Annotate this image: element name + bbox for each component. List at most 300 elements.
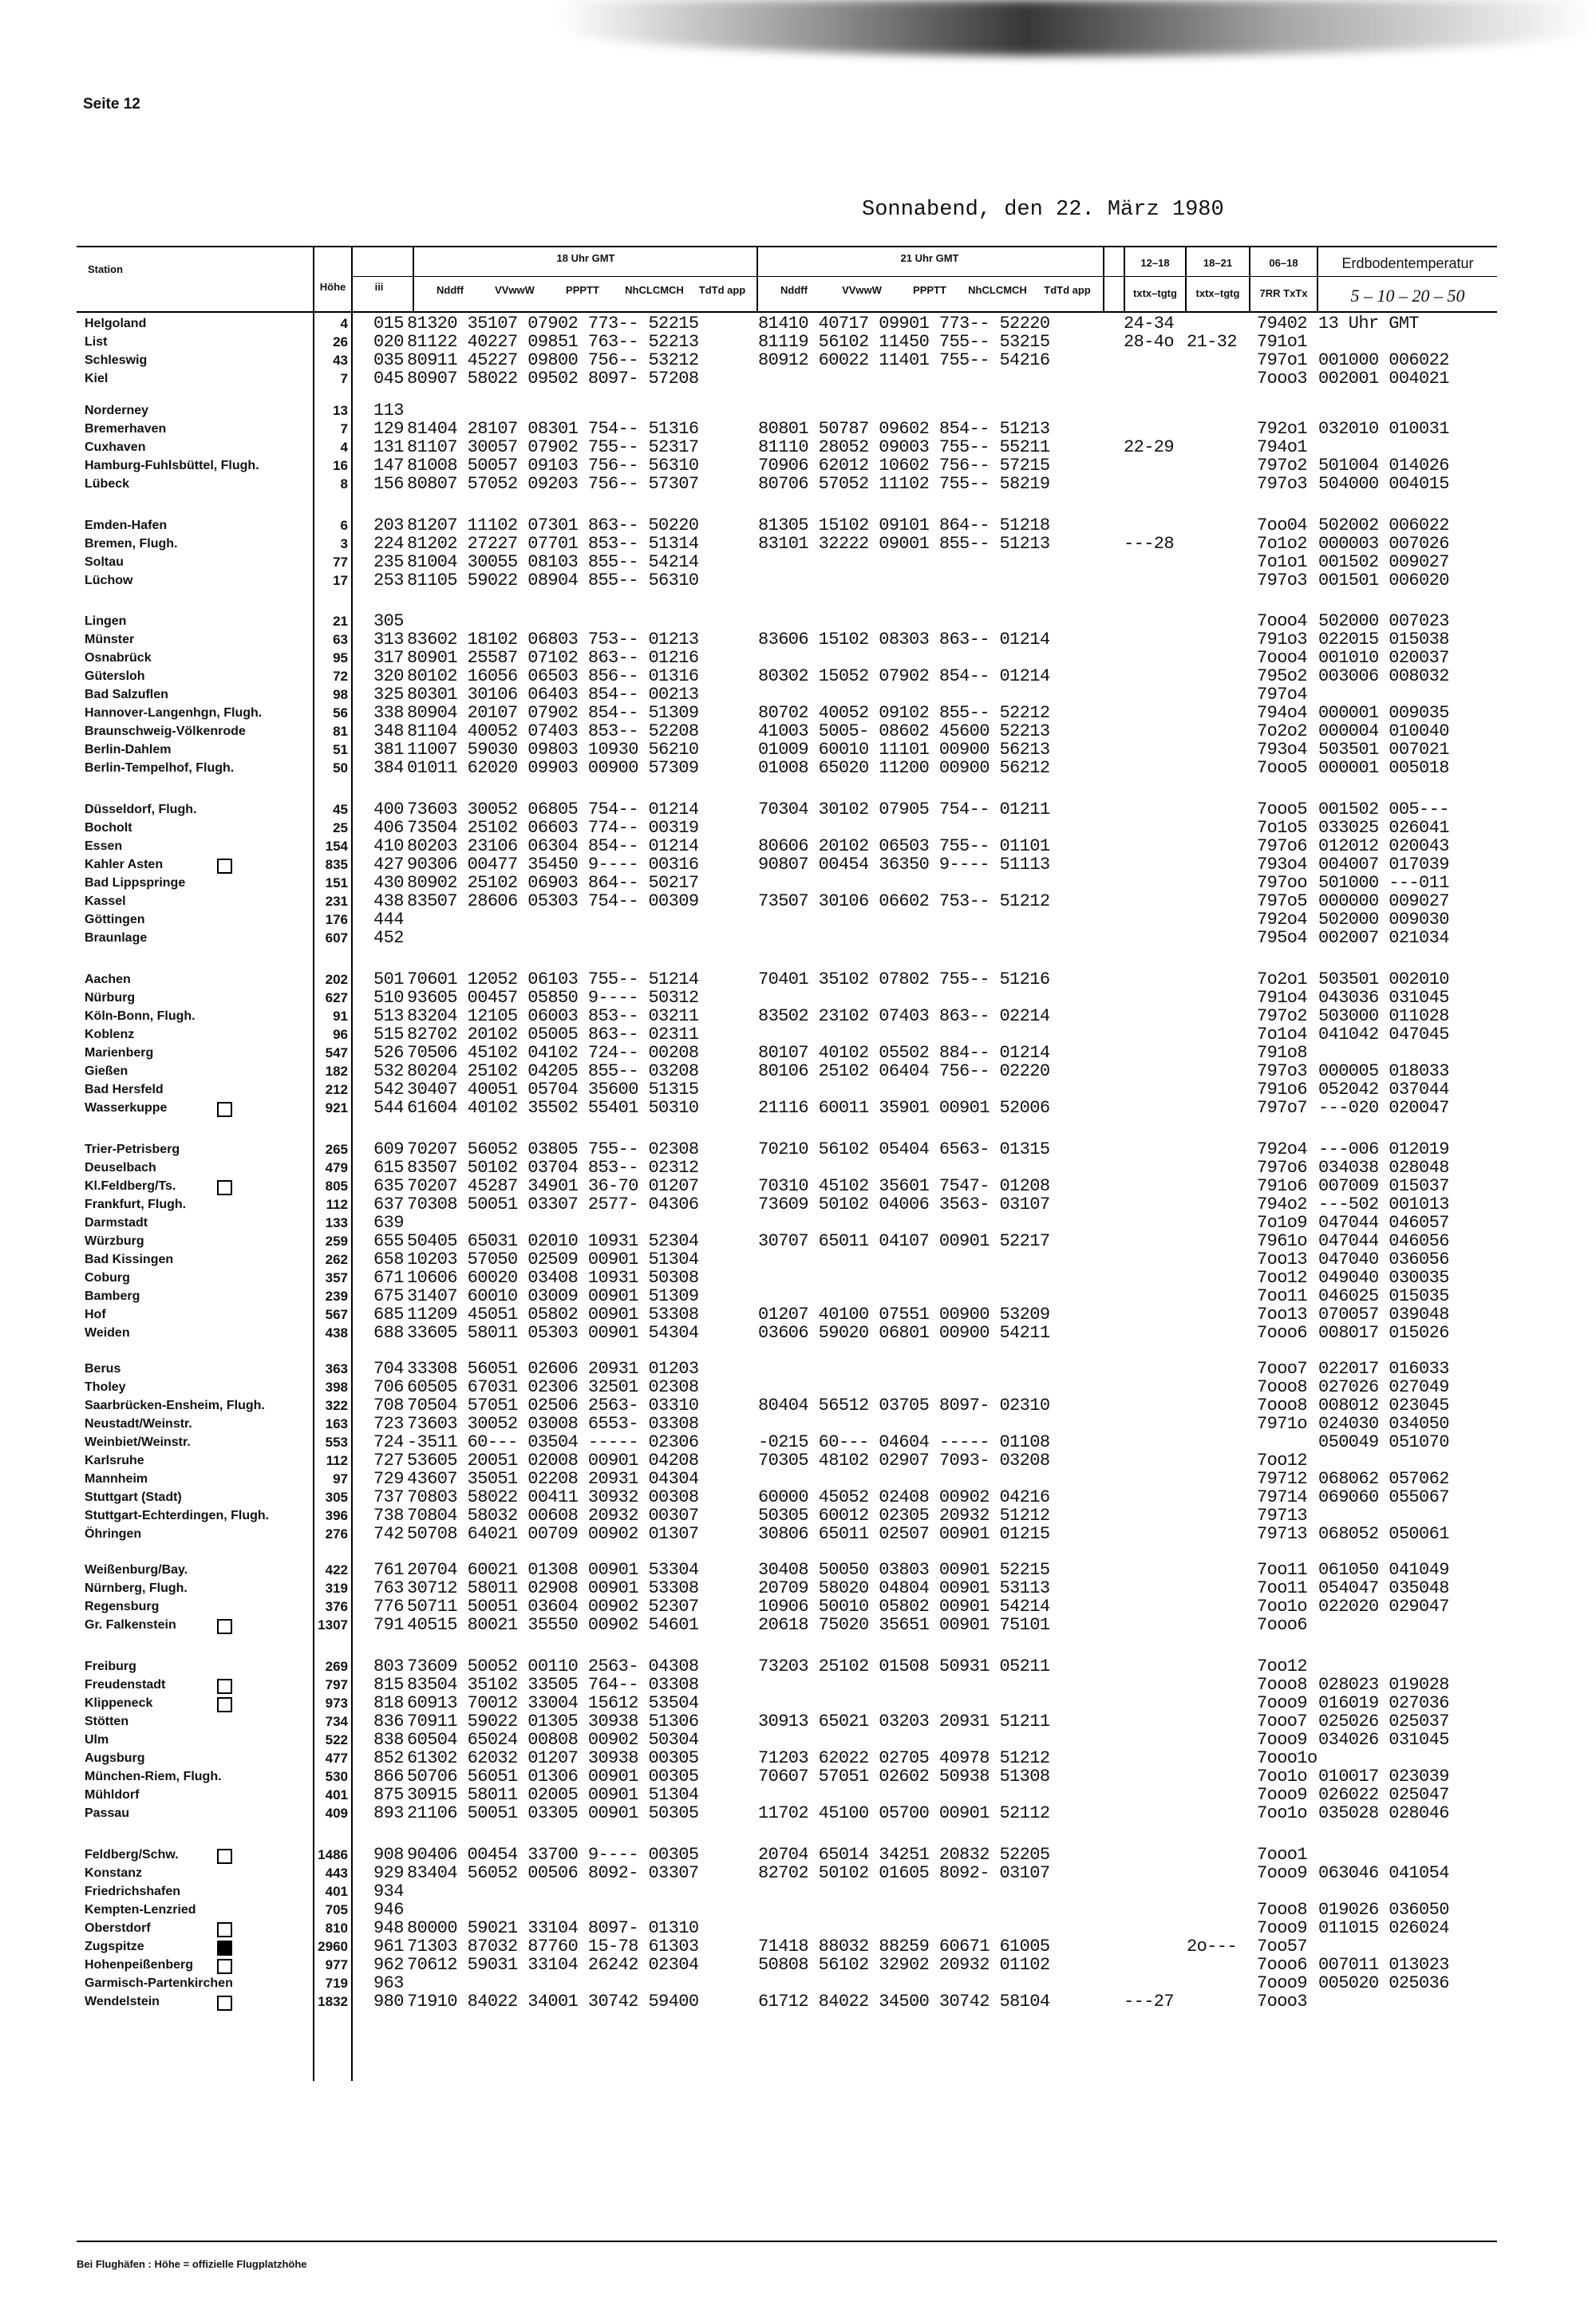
precip-06-18: 7ooo9 [1257, 1863, 1308, 1883]
station-height: 547 [325, 1045, 348, 1060]
station-index: 113 [373, 401, 404, 421]
table-row [0, 1397, 1596, 1415]
obs-18-gmt: 80902 25102 06903 864-- 50217 [407, 873, 699, 893]
obs-21-gmt: 50808 56102 32902 20932 01102 [758, 1955, 1050, 1975]
obs-18-gmt: 70911 59022 01305 30938 51306 [407, 1712, 699, 1731]
station-index: 706 [373, 1377, 404, 1397]
soil-temp: 049040 030035 [1318, 1268, 1449, 1288]
sub-18-21: txtx–tgtg [1195, 287, 1240, 299]
obs-21-gmt: 80404 56512 03705 8097- 02310 [758, 1396, 1050, 1416]
obs-18-gmt: 70504 57051 02506 2563- 03310 [407, 1396, 699, 1416]
station-name: Bad Hersfeld [85, 1083, 164, 1096]
obs-21-gmt: 50305 60012 02305 20932 51212 [758, 1506, 1050, 1526]
obs-21-gmt: 80106 25102 06404 756-- 02220 [758, 1061, 1050, 1081]
station-height: 797 [325, 1677, 348, 1692]
sub18-nddff: Nddff [437, 284, 464, 296]
station-index: 406 [373, 818, 404, 838]
station-height: 63 [333, 632, 348, 647]
station-name: Gießen [85, 1064, 128, 1078]
station-height: 1832 [318, 1994, 348, 2009]
station-height: 112 [326, 1453, 348, 1468]
station-height: 7 [340, 421, 348, 436]
open-square-icon [217, 1959, 232, 1974]
station-height: 259 [325, 1234, 348, 1249]
station-index: 658 [373, 1250, 404, 1269]
station-height: 202 [325, 972, 348, 987]
soil-temp: 043036 031045 [1318, 988, 1449, 1008]
precip-06-18: 794o1 [1257, 437, 1308, 457]
station-name: Weinbiet/Weinstr. [85, 1435, 191, 1449]
precip-06-18: 7o1o1 [1257, 552, 1308, 572]
table-row [0, 875, 1596, 892]
table-row [0, 1676, 1596, 1694]
precip-06-18: 79402 [1257, 314, 1308, 334]
soil-temp: 000004 010040 [1318, 721, 1449, 741]
obs-18-gmt: 70803 58022 00411 30932 00308 [407, 1487, 699, 1507]
table-row [0, 554, 1596, 571]
soil-temp: 502000 007023 [1318, 611, 1449, 631]
station-height: 151 [325, 875, 348, 890]
table-row [0, 1269, 1596, 1287]
station-index: 615 [373, 1158, 404, 1178]
station-index: 836 [373, 1712, 404, 1731]
obs-18-gmt: 80904 20107 07902 854-- 51309 [407, 703, 699, 723]
station-height: 13 [333, 403, 348, 418]
obs-18-gmt: 70601 12052 06103 755-- 51214 [407, 969, 699, 989]
soil-temp: 068062 057062 [1318, 1469, 1449, 1489]
soil-temp: 047044 046057 [1318, 1213, 1449, 1233]
obs-21-gmt: 30913 65021 03203 20931 51211 [758, 1712, 1050, 1731]
station-height: 265 [325, 1142, 348, 1157]
station-index: 761 [373, 1560, 404, 1580]
station-height: 51 [333, 742, 348, 757]
open-square-icon [217, 1679, 232, 1694]
station-height: 477 [325, 1751, 348, 1766]
soil-temp: 033025 026041 [1318, 818, 1449, 838]
table-row [0, 1658, 1596, 1676]
precip-06-18: 7ooo8 [1257, 1396, 1308, 1416]
precip-06-18: 791o4 [1257, 988, 1308, 1008]
station-height: 239 [325, 1289, 348, 1304]
station-name: Marienberg [85, 1046, 154, 1060]
obs-21-gmt: 70304 30102 07905 754-- 01211 [758, 800, 1050, 819]
station-index: 838 [373, 1730, 404, 1750]
obs-18-gmt: 80204 25102 04205 855-- 03208 [407, 1061, 699, 1081]
open-square-icon [217, 1180, 232, 1195]
station-name: Lübeck [85, 477, 130, 491]
station-name: Mühldorf [85, 1788, 140, 1802]
precip-06-18: 7ooo8 [1257, 1675, 1308, 1695]
station-index: 035 [373, 350, 404, 370]
precip-06-18: 7ooo9 [1257, 1730, 1308, 1750]
obs-18-gmt: 61302 62032 01207 30938 00305 [407, 1748, 699, 1768]
soil-temp: ---006 012019 [1318, 1139, 1449, 1159]
obs-18-gmt: 90306 00477 35450 9---- 00316 [407, 855, 699, 875]
precip-06-18: 797o6 [1257, 1158, 1308, 1178]
precip-06-18: 7oo13 [1257, 1305, 1308, 1325]
obs-21-gmt: 83606 15102 08303 863-- 01214 [758, 630, 1050, 650]
precip-06-18: 791o8 [1257, 1043, 1308, 1063]
station-name: Kiel [85, 372, 109, 385]
station-name: Braunschweig-Völkenrode [85, 725, 246, 738]
table-row [0, 370, 1596, 388]
station-name: Osnabrück [85, 651, 152, 665]
obs-18-gmt: 71303 87032 87760 15-78 61303 [407, 1937, 699, 1956]
table-row [0, 1507, 1596, 1525]
station-height: 77 [333, 555, 348, 570]
station-height: 1486 [318, 1847, 348, 1862]
obs-18-gmt: 80102 16056 06503 856-- 01316 [407, 666, 699, 686]
table-row [0, 1993, 1596, 2011]
soil-temp: 000000 009027 [1318, 891, 1449, 911]
station-name: Kassel [85, 894, 126, 908]
obs-18-gmt: 33605 58011 05303 00901 54304 [407, 1323, 699, 1343]
precip-06-18: 797o1 [1257, 350, 1308, 370]
obs-18-gmt: 73603 30052 03008 6553- 03308 [407, 1414, 699, 1434]
station-height: 734 [325, 1714, 348, 1729]
table-row [0, 439, 1596, 456]
soil-temp: 000005 018033 [1318, 1061, 1449, 1081]
obs-21-gmt: 30707 65011 04107 00901 52217 [758, 1231, 1050, 1251]
station-height: 438 [325, 1325, 348, 1340]
station-height: 396 [325, 1508, 348, 1523]
station-height: 17 [333, 573, 348, 588]
soil-temp: 13 Uhr GMT [1318, 314, 1420, 334]
station-index: 147 [373, 456, 404, 476]
table-row [0, 1416, 1596, 1433]
obs-21-gmt: 81110 28052 09003 755-- 55211 [758, 437, 1050, 457]
soil-temp: 032010 010031 [1318, 419, 1449, 439]
group-21-gmt: 21 Uhr GMT [900, 252, 959, 264]
station-height: 398 [325, 1380, 348, 1395]
station-name: Neustadt/Weinstr. [85, 1417, 192, 1431]
obs-21-gmt: 21116 60011 35901 00901 52006 [758, 1098, 1050, 1118]
soil-temp: 502000 009030 [1318, 910, 1449, 930]
table-row [0, 1063, 1596, 1080]
station-height: 231 [325, 894, 348, 909]
precip-06-18: 791o6 [1257, 1080, 1308, 1100]
table-row [0, 517, 1596, 535]
obs-18-gmt: 50405 65031 02010 10931 52304 [407, 1231, 699, 1251]
station-index: 325 [373, 685, 404, 705]
soil-temp: 008017 015026 [1318, 1323, 1449, 1343]
station-height: 16 [333, 458, 348, 473]
station-height: 95 [333, 650, 348, 665]
obs-21-gmt: 60000 45052 02408 00902 04216 [758, 1487, 1050, 1507]
table-row [0, 1434, 1596, 1451]
table-row [0, 1233, 1596, 1250]
group-18-gmt: 18 Uhr GMT [556, 252, 615, 264]
table-row [0, 421, 1596, 438]
station-height: 154 [325, 839, 348, 854]
table-row [0, 1598, 1596, 1616]
col-12-18: 12–18 [1140, 257, 1170, 269]
station-index: 410 [373, 836, 404, 856]
station-height: 43 [333, 353, 348, 368]
station-name: Bamberg [85, 1289, 140, 1303]
soil-temp: 503501 007021 [1318, 740, 1449, 760]
station-index: 015 [373, 314, 404, 334]
obs-18-gmt: 83404 56052 00506 8092- 03307 [407, 1863, 699, 1883]
station-index: 948 [373, 1918, 404, 1938]
soil-temp: 034038 028048 [1318, 1158, 1449, 1178]
table-row [0, 1196, 1596, 1214]
station-name: Frankfurt, Flugh. [85, 1198, 187, 1211]
table-row [0, 1750, 1596, 1767]
station-height: 479 [325, 1160, 348, 1175]
table-row [0, 723, 1596, 740]
station-name: Gütersloh [85, 669, 145, 683]
station-name: Stötten [85, 1715, 129, 1728]
station-height: 7 [340, 371, 348, 386]
station-index: 131 [373, 437, 404, 457]
obs-21-gmt: 70305 48102 02907 7093- 03208 [758, 1451, 1050, 1471]
station-index: 818 [373, 1693, 404, 1713]
soil-temp: 028023 019028 [1318, 1675, 1449, 1695]
station-index: 510 [373, 988, 404, 1008]
obs-18-gmt: 83504 35102 33505 764-- 03308 [407, 1675, 699, 1695]
sub18-tdtd: TdTd app [698, 284, 746, 296]
station-name: Bad Lippspringe [85, 876, 186, 890]
sub21-ppptt: PPPTT [913, 284, 946, 296]
station-name: Wendelstein [85, 1995, 160, 2008]
obs-21-gmt: 82702 50102 01605 8092- 03107 [758, 1863, 1050, 1883]
station-name: Hamburg-Fuhlsbüttel, Flugh. [85, 459, 259, 472]
precip-06-18: 797o3 [1257, 571, 1308, 590]
obs-18-gmt: 11209 45051 05802 00901 53308 [407, 1305, 699, 1325]
station-height: 627 [325, 990, 348, 1005]
station-index: 724 [373, 1432, 404, 1452]
soil-temp: 034026 031045 [1318, 1730, 1449, 1750]
obs-21-gmt: 83101 32222 09001 855-- 51213 [758, 534, 1050, 554]
station-name: Garmisch-Partenkirchen [85, 1976, 233, 1990]
soil-temp: 000003 007026 [1318, 534, 1449, 554]
sub-12-18: txtx–tgtg [1133, 287, 1177, 299]
obs-18-gmt: 43607 35051 02208 20931 04304 [407, 1469, 699, 1489]
obs-21-gmt: 80606 20102 06503 755-- 01101 [758, 836, 1050, 856]
station-height: 6 [340, 518, 348, 533]
station-height: 26 [333, 334, 348, 349]
station-height: 305 [325, 1490, 348, 1505]
table-row [0, 801, 1596, 819]
precip-06-18: 7oo11 [1257, 1560, 1308, 1580]
station-index: 020 [373, 332, 404, 352]
open-square-icon [217, 1922, 232, 1937]
station-height: 182 [325, 1064, 348, 1079]
station-height: 276 [325, 1526, 348, 1542]
soil-temp: 022015 015038 [1318, 630, 1449, 650]
soil-temp: 002001 004021 [1318, 369, 1449, 389]
station-height: 45 [333, 802, 348, 817]
station-index: 723 [373, 1414, 404, 1434]
soil-temp: 046025 015035 [1318, 1286, 1449, 1306]
table-row [0, 1526, 1596, 1543]
precip-06-18: 795o2 [1257, 666, 1308, 686]
obs-21-gmt: 80912 60022 11401 755-- 54216 [758, 350, 1050, 370]
precip-06-18: 797o6 [1257, 836, 1308, 856]
table-row [0, 760, 1596, 777]
station-height: 810 [325, 1921, 348, 1936]
station-index: 738 [373, 1506, 404, 1526]
table-row [0, 1713, 1596, 1731]
soil-temp: 050049 051070 [1318, 1432, 1449, 1452]
station-index: 313 [373, 630, 404, 650]
station-height: 21 [333, 614, 348, 629]
obs-18-gmt: 70308 50051 03307 2577- 04306 [407, 1194, 699, 1214]
station-index: 320 [373, 666, 404, 686]
soil-temp: 005020 025036 [1318, 1973, 1449, 1993]
precip-06-18: 7oo11 [1257, 1578, 1308, 1598]
station-index: 803 [373, 1656, 404, 1676]
table-row [0, 893, 1596, 910]
precip-06-18: 7ooo7 [1257, 1359, 1308, 1379]
station-index: 224 [373, 534, 404, 554]
table-row [0, 741, 1596, 759]
station-index: 438 [373, 891, 404, 911]
precip-06-18: 791o3 [1257, 630, 1308, 650]
station-index: 609 [373, 1139, 404, 1159]
soil-temp: 010017 023039 [1318, 1767, 1449, 1787]
obs-18-gmt: 30915 58011 02005 00901 51304 [407, 1785, 699, 1805]
obs-18-gmt: 81202 27227 07701 853-- 51314 [407, 534, 699, 554]
precip-06-18: 797o2 [1257, 456, 1308, 476]
station-index: 045 [373, 369, 404, 389]
sub21-vvwww: VVwwW [842, 284, 882, 296]
temp-12-18: 28-4o [1124, 332, 1175, 352]
station-index: 655 [373, 1231, 404, 1251]
station-index: 348 [373, 721, 404, 741]
sub-06-18: 7RR TxTx [1259, 287, 1308, 299]
obs-21-gmt: 03606 59020 06801 00900 54211 [758, 1323, 1050, 1343]
obs-18-gmt: 90406 00454 33700 9---- 00305 [407, 1845, 699, 1865]
station-height: 96 [333, 1027, 348, 1042]
obs-21-gmt: 10906 50010 05802 00901 54214 [758, 1597, 1050, 1617]
table-row [0, 1008, 1596, 1025]
station-index: 742 [373, 1524, 404, 1544]
station-height: 443 [325, 1866, 348, 1881]
obs-21-gmt: 70210 56102 05404 6563- 01315 [758, 1139, 1050, 1159]
station-name: Düsseldorf, Flugh. [85, 803, 197, 816]
table-row [0, 476, 1596, 493]
station-name: Emden-Hafen [85, 519, 168, 532]
station-name: Essen [85, 839, 123, 853]
station-height: 322 [325, 1398, 348, 1413]
station-name: Norderney [85, 404, 149, 417]
precip-06-18: 7o1o9 [1257, 1213, 1308, 1233]
table-row [0, 668, 1596, 685]
table-row [0, 971, 1596, 989]
temp-12-18: 24-34 [1124, 314, 1175, 334]
precip-06-18: 793o4 [1257, 740, 1308, 760]
soil-temp: 007009 015037 [1318, 1176, 1449, 1196]
precip-06-18: 7oo1o [1257, 1767, 1308, 1787]
station-name: Kempten-Lenzried [85, 1903, 196, 1917]
station-index: 526 [373, 1043, 404, 1063]
obs-18-gmt: 11007 59030 09803 10930 56210 [407, 740, 699, 760]
station-height: 97 [333, 1471, 348, 1487]
obs-18-gmt: 83507 28606 05303 754-- 00309 [407, 891, 699, 911]
station-name: Kahler Asten [85, 858, 164, 871]
precip-06-18: 7ooo5 [1257, 800, 1308, 819]
precip-06-18: 7ooo6 [1257, 1323, 1308, 1343]
station-name: Schleswig [85, 353, 148, 367]
station-index: 400 [373, 800, 404, 819]
soil-temp: 003006 008032 [1318, 666, 1449, 686]
precip-06-18: 797oo [1257, 873, 1308, 893]
station-name: Konstanz [85, 1866, 142, 1880]
obs-18-gmt: 93605 00457 05850 9---- 50312 [407, 988, 699, 1008]
station-index: 946 [373, 1900, 404, 1920]
station-index: 763 [373, 1578, 404, 1598]
station-index: 639 [373, 1213, 404, 1233]
table-row [0, 1805, 1596, 1822]
station-name: Tholey [85, 1380, 126, 1394]
precip-06-18: 7ooo1 [1257, 1845, 1308, 1865]
station-name: Deuselbach [85, 1161, 156, 1175]
sub21-clouds: NhCLCMCH [968, 284, 1027, 296]
table-row [0, 1901, 1596, 1919]
precip-06-18: 7ooo8 [1257, 1377, 1308, 1397]
obs-21-gmt: 81410 40717 09901 773-- 52220 [758, 314, 1050, 334]
obs-18-gmt: 61604 40102 35502 55401 50310 [407, 1098, 699, 1118]
soil-temp: 001502 009027 [1318, 552, 1449, 572]
soil-temp: 503000 011028 [1318, 1006, 1449, 1026]
soil-temp: 022017 016033 [1318, 1359, 1449, 1379]
table-row [0, 838, 1596, 855]
precip-06-18: 797o7 [1257, 1098, 1308, 1118]
obs-21-gmt: 70401 35102 07802 755-- 51216 [758, 969, 1050, 989]
precip-06-18: 797o5 [1257, 891, 1308, 911]
obs-21-gmt: 20709 58020 04804 00901 53113 [758, 1578, 1050, 1598]
obs-21-gmt: 73203 25102 01508 50931 05211 [758, 1656, 1050, 1676]
station-height: 4 [340, 440, 348, 455]
obs-18-gmt: 31407 60010 03009 00901 51309 [407, 1286, 699, 1306]
obs-21-gmt: 70906 62012 10602 756-- 57215 [758, 456, 1050, 476]
soil-temp: 035028 028046 [1318, 1803, 1449, 1823]
table-row [0, 1846, 1596, 1864]
table-row [0, 930, 1596, 947]
table-row [0, 1938, 1596, 1956]
obs-18-gmt: 80911 45227 09800 756-- 53212 [407, 350, 699, 370]
obs-18-gmt: 81404 28107 08301 754-- 51316 [407, 419, 699, 439]
station-index: 305 [373, 611, 404, 631]
station-height: 973 [325, 1696, 348, 1711]
station-name: Stuttgart-Echterdingen, Flugh. [85, 1509, 270, 1522]
soil-temp: 004007 017039 [1318, 855, 1449, 875]
obs-18-gmt: 21106 50051 03305 00901 50305 [407, 1803, 699, 1823]
station-height: 112 [326, 1197, 348, 1212]
table-row [0, 989, 1596, 1007]
precip-06-18: 7ooo7 [1257, 1712, 1308, 1731]
temp-12-18: ---27 [1124, 1992, 1175, 2012]
precip-06-18: 797o3 [1257, 1061, 1308, 1081]
station-height: 81 [333, 724, 348, 739]
soil-temp: 052042 037044 [1318, 1080, 1449, 1100]
soil-temp: 041042 047045 [1318, 1025, 1449, 1044]
precip-06-18: 7oo11 [1257, 1286, 1308, 1306]
station-index: 635 [373, 1176, 404, 1196]
table-row [0, 352, 1596, 369]
soil-temp: 503501 002010 [1318, 969, 1449, 989]
table-row [0, 1865, 1596, 1882]
obs-18-gmt: 71910 84022 34001 30742 59400 [407, 1992, 699, 2012]
station-height: 72 [333, 669, 348, 684]
obs-18-gmt: 81207 11102 07301 863-- 50220 [407, 515, 699, 535]
table-row [0, 819, 1596, 837]
col-06-18: 06–18 [1269, 257, 1298, 269]
sub18-clouds: NhCLCMCH [625, 284, 684, 296]
station-height: 977 [325, 1957, 348, 1972]
